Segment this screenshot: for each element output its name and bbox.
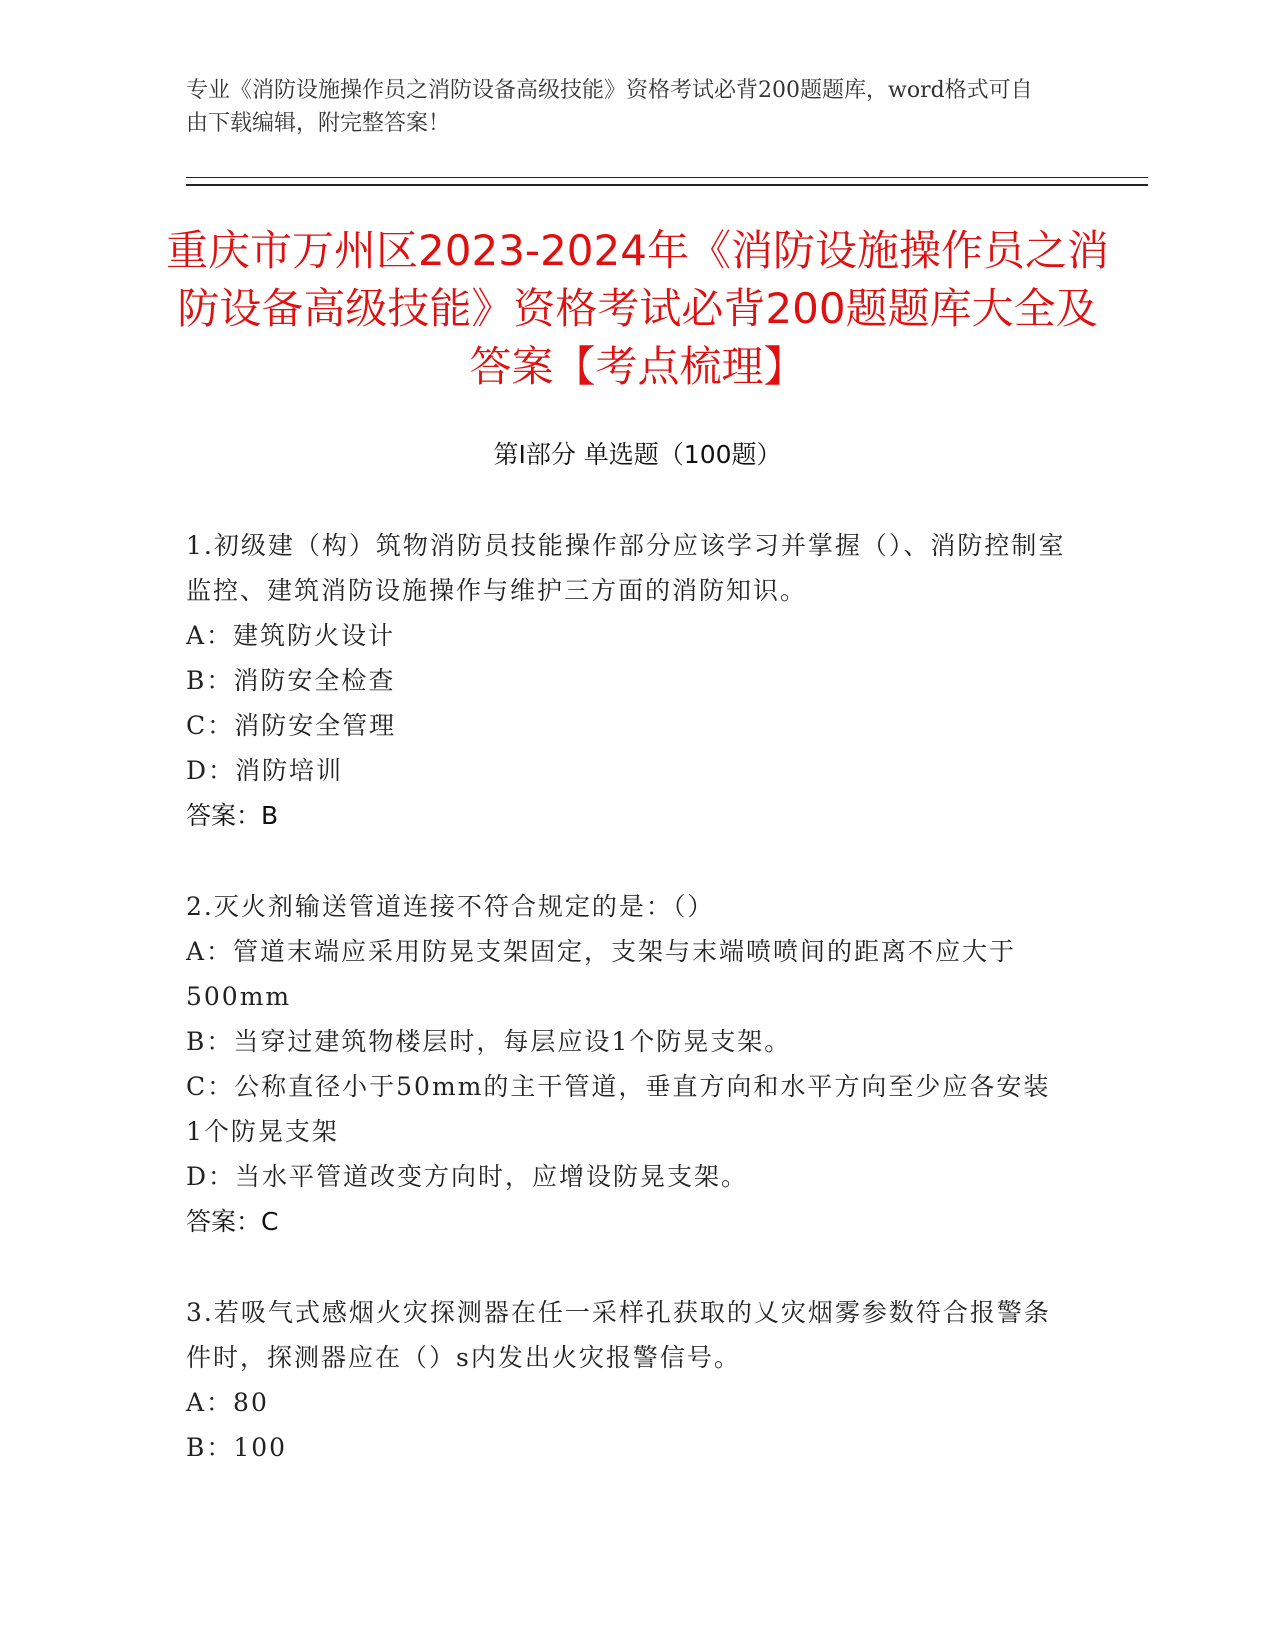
- option-a: A：管道末端应采用防晃支架固定，支架与末端喷喷间的距离不应大于500mm: [186, 937, 1017, 1011]
- answer-label: 答案：C: [186, 1207, 279, 1236]
- option-d: D：消防培训: [186, 756, 344, 785]
- question-stem: 3.若吸气式感烟火灾探测器在任一采样孔获取的乂灾烟雾参数符合报警条件时，探测器应在（）s内发出火灾报警信号。: [186, 1298, 1051, 1372]
- question-list: [186, 523, 1066, 1516]
- question-stem: 2.灭火剂输送管道连接不符合规定的是：（）: [186, 892, 715, 921]
- option-b: B：消防安全检查: [186, 666, 396, 695]
- document-title: 重庆市万州区2023-2024年《消防设施操作员之消防设备高级技能》资格考试必背200题题库大全及答案【考点梳理】: [166, 226, 1109, 391]
- header-note: 专业《消防设施操作员之消防设备高级技能》资格考试必背200题题库，word格式可自由下载编辑，附完整答案！: [186, 78, 1033, 136]
- header-divider-bottom: [186, 184, 1148, 186]
- option-a: A：建筑防火设计: [186, 621, 396, 650]
- question-3: [186, 1290, 1066, 1470]
- option-c: C：公称直径小于50mm的主干管道，垂直方向和水平方向至少应各安装1个防晃支架: [186, 1072, 1051, 1146]
- option-d: D：当水平管道改变方向时，应增设防晃支架。: [186, 1162, 749, 1191]
- question-1: [186, 523, 1066, 838]
- question-stem: 1.初级建（构）筑物消防员技能操作部分应该学习并掌握（）、消防控制室监控、建筑消防设施操作与维护三方面的消防知识。: [186, 531, 1066, 605]
- header-divider-top: [186, 177, 1148, 178]
- option-c: C：消防安全管理: [186, 711, 397, 740]
- section-title: 第Ⅰ部分 单选题（100题）: [493, 440, 782, 469]
- option-b: B：当穿过建筑物楼层时，每层应设1个防晃支架。: [186, 1027, 792, 1056]
- option-a: A：80: [186, 1388, 269, 1417]
- question-2: [186, 884, 1066, 1244]
- option-b: B：100: [186, 1433, 288, 1462]
- answer-label: 答案：B: [186, 801, 279, 830]
